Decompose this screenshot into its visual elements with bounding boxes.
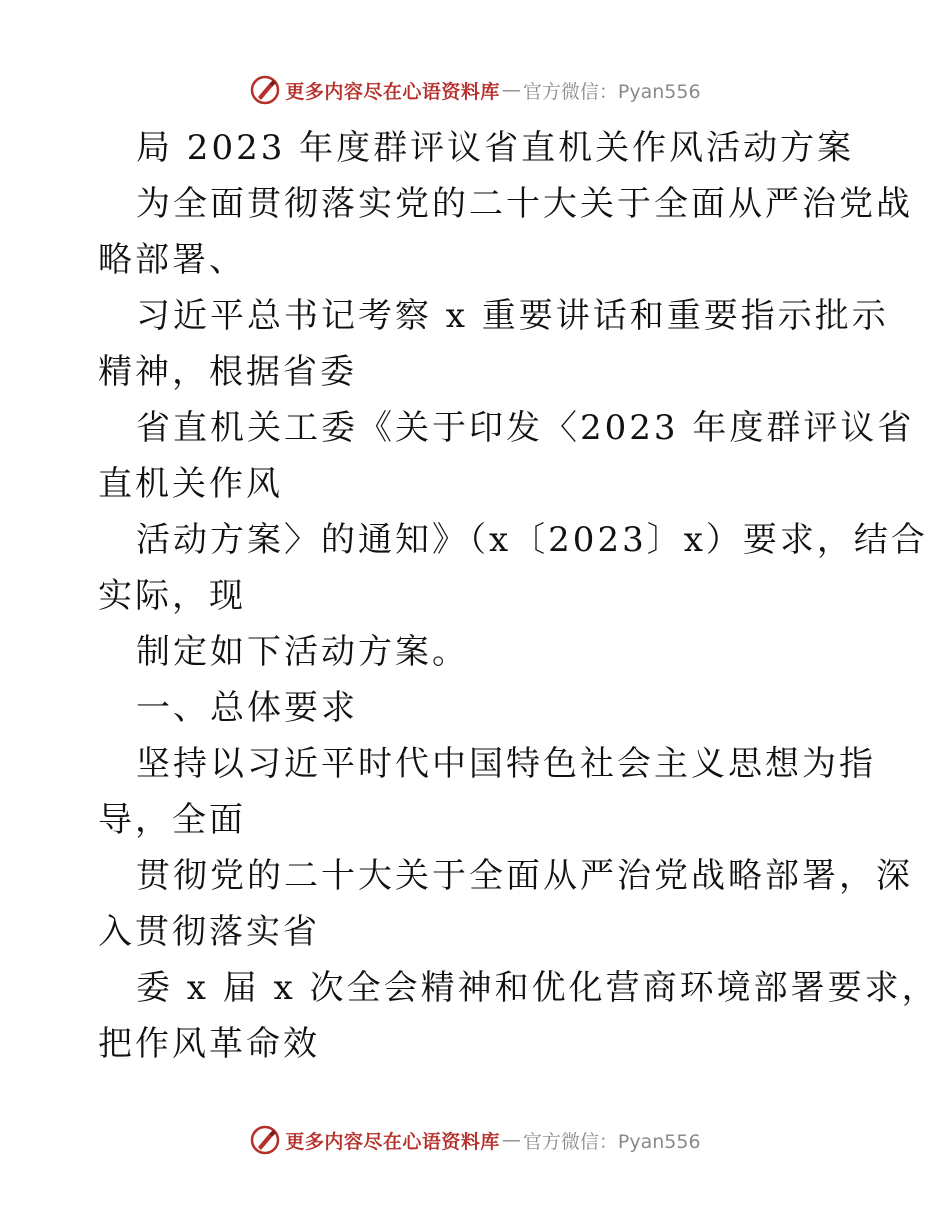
- doc-line: 局 2023 年度群评议省直机关作风活动方案: [136, 128, 855, 168]
- footer-separator: —: [501, 1129, 521, 1151]
- doc-line: 入贯彻落实省: [98, 912, 320, 952]
- document-body: [98, 120, 939, 1072]
- section-heading: 一、总体要求: [136, 688, 358, 728]
- header-wechat: 官方微信：Pyan556: [522, 80, 701, 103]
- pen-circle-logo-icon: [249, 74, 281, 106]
- doc-line: 坚持以习近平时代中国特色社会主义思想为指: [136, 744, 876, 784]
- doc-line: 制定如下活动方案。: [136, 632, 469, 672]
- doc-line: 直机关作风: [98, 464, 283, 504]
- doc-line: 把作风革命效: [98, 1024, 320, 1064]
- header-slogan: 更多内容尽在心语资料库: [285, 80, 500, 103]
- doc-line: 省直机关工委《关于印发〈2023 年度群评议省: [136, 408, 915, 448]
- doc-line: 导，全面: [98, 800, 246, 840]
- doc-line: 贯彻党的二十大关于全面从严治党战略部署，深: [136, 856, 913, 896]
- footer-slogan: 更多内容尽在心语资料库: [285, 1130, 500, 1153]
- doc-line: 委 x 届 x 次全会精神和优化营商环境部署要求，: [136, 968, 939, 1008]
- doc-line: 习近平总书记考察 x 重要讲话和重要指示批示: [136, 296, 889, 336]
- pen-circle-logo-icon: [249, 1124, 281, 1156]
- doc-line: 活动方案〉的通知》（x〔2023〕x）要求，结合: [136, 520, 928, 560]
- doc-line: 实际，现: [98, 576, 246, 616]
- footer-wechat: 官方微信：Pyan556: [522, 1130, 701, 1153]
- doc-line: 为全面贯彻落实党的二十大关于全面从严治党战: [136, 184, 913, 224]
- doc-line: 略部署、: [98, 240, 246, 280]
- footer-banner: [0, 1120, 950, 1160]
- doc-line: 精神，根据省委: [98, 352, 357, 392]
- header-banner: [0, 70, 950, 110]
- header-separator: —: [501, 79, 521, 101]
